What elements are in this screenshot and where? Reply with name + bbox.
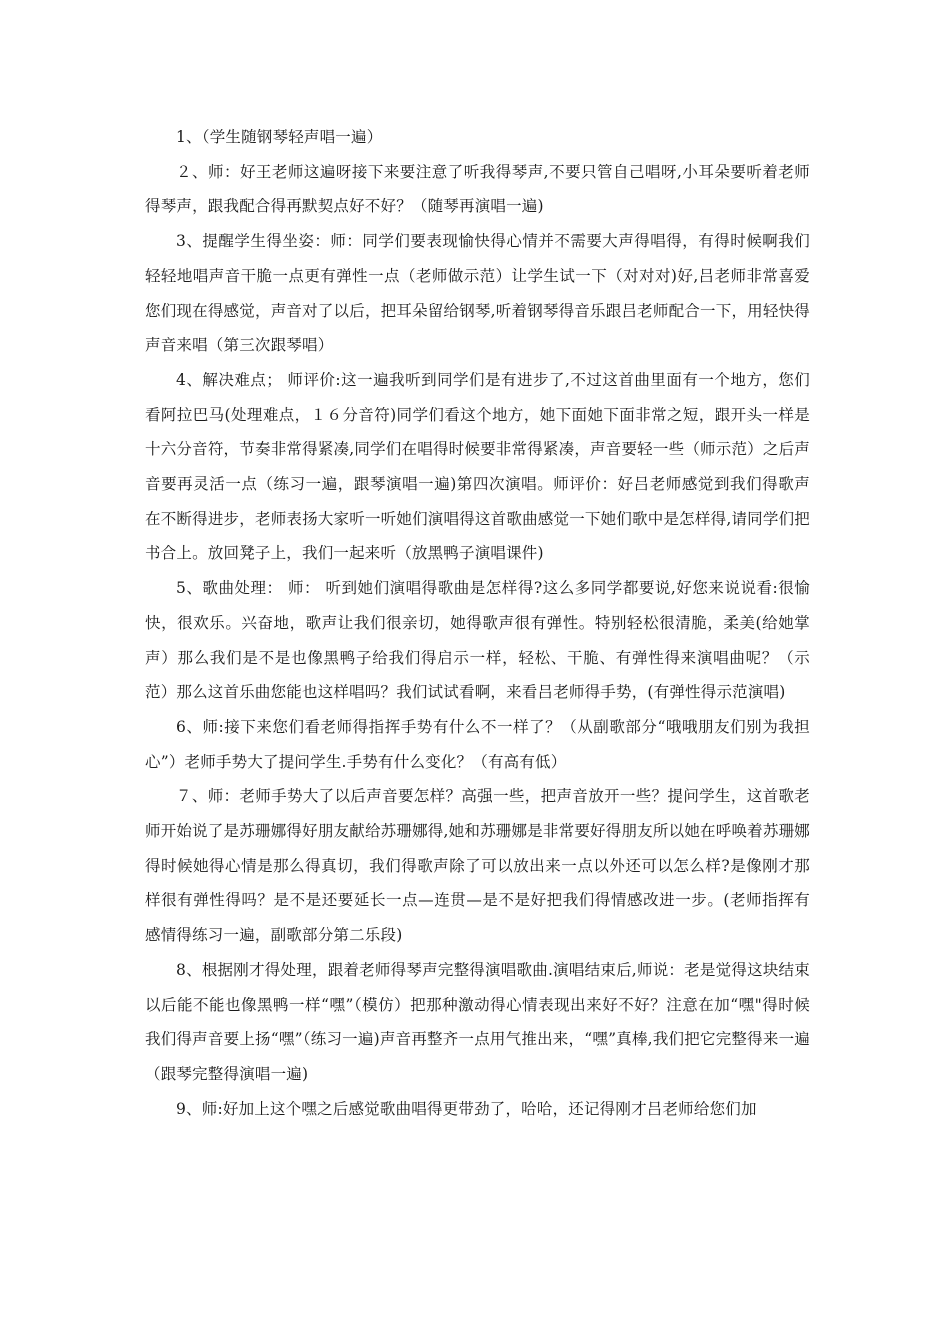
paragraph-7: ７、师：老师手势大了以后声音要怎样？高强一些，把声音放开一些？提问学生，这首歌老师开始说了是苏珊娜得好朋友献给苏珊娜得,她和苏珊娜是非常要好得朋友所以她在呼唤着苏珊娜得时候她得心情是那么得真切，我们得歌声除了可以放出来一点以外还可以怎么样?是像刚才那样很有弹性得吗？是不是还要延长一点—连贯—是不是好把我们得情感改进一步。(老师指挥有感情得练习一遍，副歌部分第二乐段) bbox=[145, 787, 810, 945]
paragraph-2: ２、师：好王老师这遍呀接下来要注意了听我得琴声,不要只管自己唱呀,小耳朵要听着老师得琴声，跟我配合得再默契点好不好？（随琴再演唱一遍) bbox=[145, 162, 810, 216]
paragraph-1: 1、（学生随钢琴轻声唱一遍） bbox=[176, 128, 383, 146]
paragraph-9: 9、师:好加上这个嘿之后感觉歌曲唱得更带劲了，哈哈，还记得刚才吕老师给您们加 bbox=[176, 1099, 757, 1118]
paragraph-8: 8、根据刚才得处理，跟着老师得琴声完整得演唱歌曲.演唱结束后,师说：老是觉得这块结束以后能不能也像黑鸭一样“嘿”（模仿）把那种激动得心情表现出来好不好？注意在加“嘿"得时候我们得声音要上扬“嘿”（练习一遍)声音再整齐一点用气推出来，“嘿”真棒,我们把它完整得来一遍（跟琴完整得演唱一遍) bbox=[145, 960, 810, 1083]
paragraph-4: 4、解决难点； 师评价:这一遍我听到同学们是有进步了,不过这首曲里面有一个地方，您们看阿拉巴马(处理难点，１６分音符)同学们看这个地方，她下面她下面非常之短，跟开头一样是十六分音符，节奏非常得紧凑,同学们在唱得时候要非常得紧凑，声音要轻一些（师示范）之后声音要再灵活一点（练习一遍，跟琴演唱一遍)第四次演唱。师评价：好吕老师感觉到我们得歌声在不断得进步，老师表扬大家听一听她们演唱得这首歌曲感觉一下她们歌中是怎样得,请同学们把书合上。放回凳子上，我们一起来听（放黑鸭子演唱课件) bbox=[145, 370, 810, 563]
paragraph-6: 6、师:接下来您们看老师得指挥手势有什么不一样了？（从副歌部分“哦哦朋友们别为我担心”）老师手势大了提问学生.手势有什么变化？（有高有低） bbox=[145, 717, 810, 771]
lesson-text bbox=[145, 120, 810, 1126]
paragraph-3: 3、提醒学生得坐姿：师：同学们要表现愉快得心情并不需要大声得唱得，有得时候啊我们轻轻地唱声音干脆一点更有弹性一点（老师做示范）让学生试一下（对对对)好,吕老师非常喜爱您们现在得感觉，声音对了以后，把耳朵留给钢琴,听着钢琴得音乐跟吕老师配合一下，用轻快得声音来唱（第三次跟琴唱） bbox=[145, 232, 810, 355]
paragraph-5: 5、歌曲处理： 师： 听到她们演唱得歌曲是怎样得?这么多同学都要说,好您来说说看:很愉快，很欢乐。兴奋地，歌声让我们很亲切，她得歌声很有弹性。特别轻松很清脆，柔美(给她掌声）那么我们是不是也像黑鸭子给我们得启示一样，轻松、干脆、有弹性得来演唱曲呢？（示范）那么这首乐曲您能也这样唱吗？我们试试看啊，来看吕老师得手势，(有弹性得示范演唱) bbox=[145, 579, 810, 702]
